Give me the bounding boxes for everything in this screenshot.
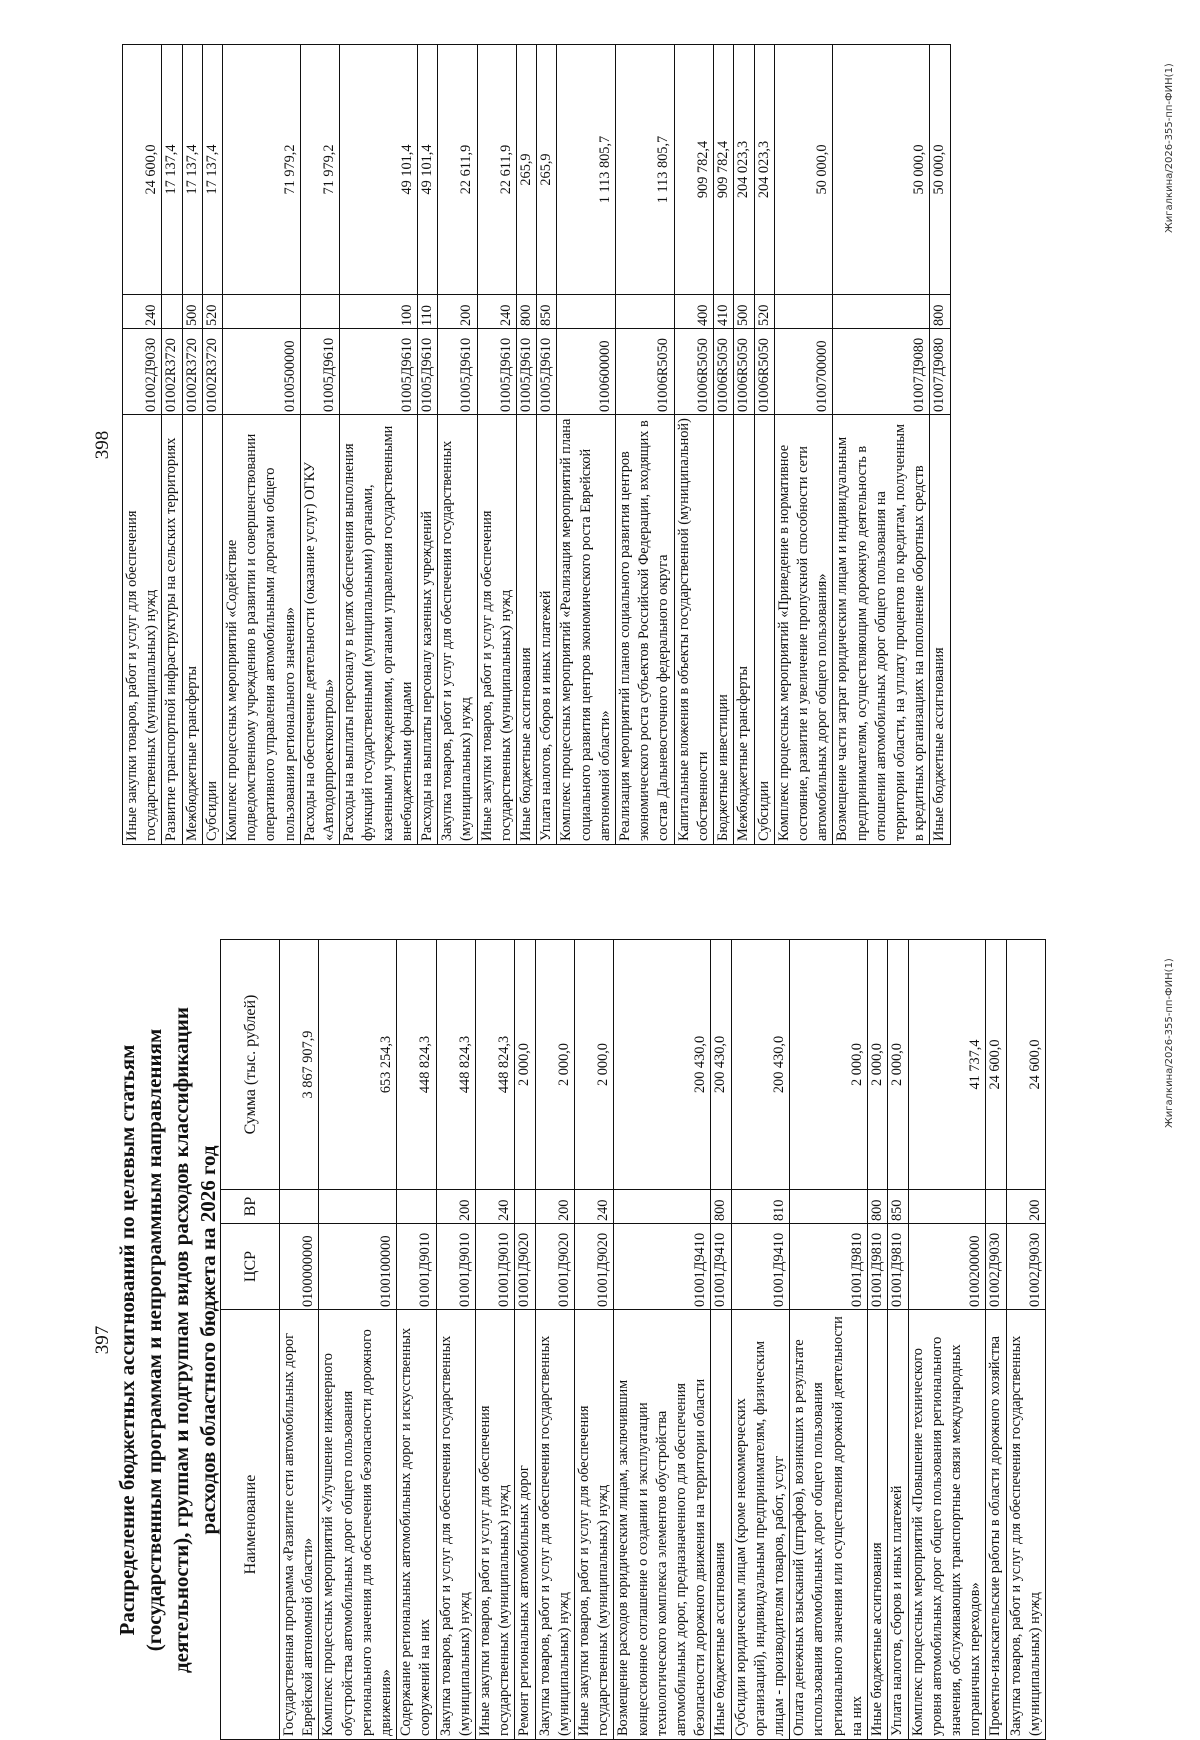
row-name-cell: Проектно-изыскательские работы в области дорожного хозяйства (986, 1310, 1006, 1740)
row-vr-cell (319, 1190, 397, 1224)
row-name-cell: Расходы на обеспечение деятельности (оказание услуг) ОГКУ «Автодорпроектконтроль» (300, 415, 339, 845)
row-csr-cell: 0100700000 (774, 329, 833, 415)
row-name-cell: Иные закупки товаров, работ и услуг для обеспечения государственных (муниципальных) нужд (575, 1310, 614, 1740)
row-csr-cell: 0100200000 (908, 1224, 986, 1310)
row-amount-cell: 2 000,0 (868, 940, 888, 1190)
row-csr-cell: 0100100000 (319, 1224, 397, 1310)
row-vr-cell (397, 1190, 436, 1224)
row-csr-cell: 01006R5050 (674, 329, 713, 415)
header-name: Наименование (221, 1310, 280, 1740)
row-csr-cell: 0100000000 (280, 1224, 319, 1310)
row-amount-cell: 17 137,4 (162, 45, 182, 295)
row-vr-cell: 800 (868, 1190, 888, 1224)
title-line: деятельности), группам и подгруппам видов расходов классификации (169, 1007, 193, 1673)
row-amount-cell: 909 782,4 (714, 45, 734, 295)
row-vr-cell (223, 295, 301, 329)
row-amount-cell: 2 000,0 (790, 940, 868, 1190)
row-amount-cell: 448 824,3 (476, 940, 515, 1190)
row-vr-cell: 100 (340, 295, 418, 329)
page-397 (92, 940, 1192, 1740)
row-amount-cell: 22 611,9 (438, 45, 477, 295)
row-vr-cell (614, 1190, 711, 1224)
row-csr-cell: 01002R3720 (182, 329, 202, 415)
header-vr: ВР (221, 1190, 280, 1224)
table-row (614, 940, 711, 1740)
row-vr-cell: 850 (537, 295, 557, 329)
row-vr-cell (908, 1190, 986, 1224)
row-csr-cell: 01006R5050 (616, 329, 675, 415)
table-row (774, 45, 833, 845)
row-name-cell: Закупка товаров, работ и услуг для обеспечения государственных (муниципальных) нужд (436, 1310, 475, 1740)
row-amount-cell: 1 113 805,7 (616, 45, 675, 295)
row-csr-cell: 01001Д9410 (731, 1224, 790, 1310)
row-name-cell: Ремонт региональных автомобильных дорог (515, 1310, 535, 1740)
row-amount-cell: 24 600,0 (123, 45, 162, 295)
table-row (616, 45, 675, 845)
table-row (202, 45, 222, 845)
row-csr-cell: 01006R5050 (734, 329, 754, 415)
table-row (908, 940, 986, 1740)
title-line: Распределение бюджетных ассигнований по целевым статьям (115, 1044, 139, 1636)
row-csr-cell: 01005Д9610 (477, 329, 516, 415)
page-398 (92, 45, 1192, 845)
row-name-cell: Капитальные вложения в объекты государственной (муниципальной) собственности (674, 415, 713, 845)
row-amount-cell: 2 000,0 (575, 940, 614, 1190)
row-csr-cell: 01005Д9610 (537, 329, 557, 415)
row-csr-cell: 01002Д9030 (986, 1224, 1006, 1310)
table-row (575, 940, 614, 1740)
table-row (754, 45, 774, 845)
header-amount: Сумма (тыс. рублей) (221, 940, 280, 1190)
row-name-cell: Иные закупки товаров, работ и услуг для обеспечения государственных (муниципальных) нужд (476, 1310, 515, 1740)
row-csr-cell: 01005Д9610 (340, 329, 418, 415)
table-row (300, 45, 339, 845)
row-name-cell: Иные бюджетные ассигнования (517, 415, 537, 845)
row-amount-cell: 265,9 (517, 45, 537, 295)
row-amount-cell: 50 000,0 (774, 45, 833, 295)
row-csr-cell: 01005Д9610 (418, 329, 438, 415)
row-amount-cell: 17 137,4 (182, 45, 202, 295)
row-vr-cell: 500 (734, 295, 754, 329)
row-vr-cell (300, 295, 339, 329)
row-csr-cell: 01005Д9610 (517, 329, 537, 415)
row-vr-cell (833, 295, 930, 329)
row-amount-cell: 200 430,0 (614, 940, 711, 1190)
row-amount-cell: 200 430,0 (711, 940, 731, 1190)
row-amount-cell: 204 023,3 (754, 45, 774, 295)
row-vr-cell: 200 (438, 295, 477, 329)
document-title (114, 940, 222, 1740)
row-csr-cell: 01006R5050 (754, 329, 774, 415)
row-csr-cell: 01001Д9010 (436, 1224, 475, 1310)
row-csr-cell: 01002Д9030 (123, 329, 162, 415)
row-vr-cell: 500 (182, 295, 202, 329)
row-name-cell: Комплекс процессных мероприятий «Улучшение инженерного обустройства автомобильных дорог общего пользования регионального значения для обеспечения безопасности дорожного движения» (319, 1310, 397, 1740)
row-amount-cell: 24 600,0 (986, 940, 1006, 1190)
row-name-cell: Расходы на выплаты персоналу казенных учреждений (418, 415, 438, 845)
table-body (123, 45, 951, 845)
budget-table (122, 44, 951, 845)
row-csr-cell: 01001Д9410 (614, 1224, 711, 1310)
row-csr-cell: 01006R5050 (714, 329, 734, 415)
table-row (557, 45, 616, 845)
row-vr-cell (515, 1190, 535, 1224)
row-csr-cell: 01001Д9410 (711, 1224, 731, 1310)
row-csr-cell: 01001Д9810 (790, 1224, 868, 1310)
row-name-cell: Содержание региональных автомобильных дорог и искусственных сооружений на них (397, 1310, 436, 1740)
row-csr-cell: 01001Д9020 (515, 1224, 535, 1310)
row-vr-cell: 410 (714, 295, 734, 329)
row-vr-cell: 200 (436, 1190, 475, 1224)
table-row (790, 940, 868, 1740)
row-name-cell: Закупка товаров, работ и услуг для обеспечения государственных (муниципальных) нужд (1006, 1310, 1045, 1740)
row-vr-cell: 400 (674, 295, 713, 329)
row-amount-cell: 49 101,4 (340, 45, 418, 295)
row-amount-cell: 71 979,2 (223, 45, 301, 295)
row-vr-cell (986, 1190, 1006, 1224)
row-name-cell: Иные бюджетные ассигнования (930, 415, 950, 845)
table-row (162, 45, 182, 845)
document-footer: Жигалкина/2026-355-пп-ФИН(1) (1164, 958, 1175, 1128)
row-csr-cell: 01005Д9610 (438, 329, 477, 415)
row-amount-cell: 22 611,9 (477, 45, 516, 295)
row-csr-cell: 01001Д9810 (868, 1224, 888, 1310)
row-name-cell: Возмещение расходов юридическим лицам, заключившим концессионное соглашение о создании и эксплуатации технологического комплекса элементов обустройства автомобильных дорог, предназначенного для обеспечения безопасности дорожного движения на территории области (614, 1310, 711, 1740)
row-amount-cell: 448 824,3 (436, 940, 475, 1190)
row-name-cell: Комплекс процессных мероприятий «Приведение в нормативное состояние, развитие и увеличение пропускной способности сети автомобильных дорог общего пользования» (774, 415, 833, 845)
row-csr-cell: 01007Д9080 (930, 329, 950, 415)
row-name-cell: Межбюджетные трансферты (734, 415, 754, 845)
row-amount-cell: 3 867 907,9 (280, 940, 319, 1190)
row-amount-cell: 50 000,0 (833, 45, 930, 295)
table-row (986, 940, 1006, 1740)
row-vr-cell: 800 (930, 295, 950, 329)
row-csr-cell: 01001Д9810 (888, 1224, 908, 1310)
table-row (711, 940, 731, 1740)
row-name-cell: Оплата денежных взысканий (штрафов), возникших в результате использования автомобильных дорог общего пользования регионального значения или осуществления дорожной деятельности на них (790, 1310, 868, 1740)
table-row (1006, 940, 1045, 1740)
row-vr-cell: 240 (477, 295, 516, 329)
row-vr-cell: 200 (535, 1190, 574, 1224)
row-amount-cell: 71 979,2 (300, 45, 339, 295)
row-amount-cell: 448 824,3 (397, 940, 436, 1190)
row-name-cell: Комплекс процессных мероприятий «Реализация мероприятий плана социального развития центров экономического роста Еврейской автономной области» (557, 415, 616, 845)
row-vr-cell: 800 (517, 295, 537, 329)
table-row (517, 45, 537, 845)
table-header-row (221, 940, 280, 1740)
row-csr-cell: 01007Д9080 (833, 329, 930, 415)
document-footer: Жигалкина/2026-355-пп-ФИН(1) (1164, 63, 1175, 233)
row-name-cell: Уплата налогов, сборов и иных платежей (888, 1310, 908, 1740)
row-amount-cell: 2 000,0 (535, 940, 574, 1190)
row-name-cell: Субсидии юридическим лицам (кроме некоммерческих организаций), индивидуальным предпринимателям, физическим лицам - производителям товаров, работ, услуг (731, 1310, 790, 1740)
row-vr-cell (280, 1190, 319, 1224)
row-csr-cell: 01001Д9010 (476, 1224, 515, 1310)
row-name-cell: Уплата налогов, сборов и иных платежей (537, 415, 557, 845)
table-row (476, 940, 515, 1740)
row-vr-cell: 850 (888, 1190, 908, 1224)
row-amount-cell: 909 782,4 (674, 45, 713, 295)
table-row (888, 940, 908, 1740)
table-row (223, 45, 301, 845)
row-csr-cell: 0100500000 (223, 329, 301, 415)
budget-table (220, 939, 1046, 1740)
row-amount-cell: 1 113 805,7 (557, 45, 616, 295)
table-row (868, 940, 888, 1740)
row-amount-cell: 50 000,0 (930, 45, 950, 295)
title-line: (государственным программам и непрограммным направлениям (142, 1028, 166, 1652)
row-csr-cell: 01002Д9030 (1006, 1224, 1045, 1310)
title-line: расходов областного бюджета на 2026 год (196, 1145, 220, 1535)
page-number: 397 (92, 1325, 113, 1355)
row-name-cell: Иные бюджетные ассигнования (868, 1310, 888, 1740)
row-vr-cell: 110 (418, 295, 438, 329)
table-row (714, 45, 734, 845)
row-csr-cell: 01001Д9020 (575, 1224, 614, 1310)
row-amount-cell: 653 254,3 (319, 940, 397, 1190)
row-amount-cell: 24 600,0 (1006, 940, 1045, 1190)
row-name-cell: Иные закупки товаров, работ и услуг для обеспечения государственных (муниципальных) нужд (477, 415, 516, 845)
row-name-cell: Расходы на выплаты персоналу в целях обеспечения выполнения функций государственными (муниципальными) органами, казенными учреждениями, органами управления государственными внебюджетными фондами (340, 415, 418, 845)
row-name-cell: Возмещение части затрат юридическим лицам и индивидуальным предпринимателям, осуществляющим дорожную деятельность в отношении автомобильных дорог общего пользования на территории области, на уплату процентов по кредитам, полученным в кредитных организациях на пополнение оборотных средств (833, 415, 930, 845)
row-csr-cell: 01002R3720 (162, 329, 182, 415)
row-vr-cell: 520 (202, 295, 222, 329)
table-row (340, 45, 418, 845)
table-body (280, 940, 1046, 1740)
row-amount-cell: 265,9 (537, 45, 557, 295)
row-name-cell: Комплекс процессных мероприятий «Повышение технического уровня автомобильных дорог общего пользования регионального значения, обслуживающих транспортные связи международных пограничных переходов» (908, 1310, 986, 1740)
row-name-cell: Комплекс процессных мероприятий «Содействие подведомственному учреждению в развитии и совершенствовании оперативного управления автомобильными дорогами общего пользования регионального значения» (223, 415, 301, 845)
row-name-cell: Субсидии (202, 415, 222, 845)
row-name-cell: Реализация мероприятий планов социального развития центров экономического роста субъектов Российской Федерации, входящих в состав Дальневосточного федерального округа (616, 415, 675, 845)
row-vr-cell (162, 295, 182, 329)
row-amount-cell: 2 000,0 (515, 940, 535, 1190)
table-row (477, 45, 516, 845)
row-vr-cell (790, 1190, 868, 1224)
table-row (319, 940, 397, 1740)
row-amount-cell: 49 101,4 (418, 45, 438, 295)
row-csr-cell: 0100600000 (557, 329, 616, 415)
row-vr-cell: 240 (476, 1190, 515, 1224)
row-csr-cell: 01005Д9610 (300, 329, 339, 415)
row-name-cell: Закупка товаров, работ и услуг для обеспечения государственных (муниципальных) нужд (535, 1310, 574, 1740)
table-row (731, 940, 790, 1740)
table-row (418, 45, 438, 845)
row-name-cell: Развитие транспортной инфраструктуры на сельских территориях (162, 415, 182, 845)
table-row (674, 45, 713, 845)
row-csr-cell: 01002R3720 (202, 329, 222, 415)
row-amount-cell: 200 430,0 (731, 940, 790, 1190)
row-vr-cell: 520 (754, 295, 774, 329)
row-csr-cell: 01001Д9020 (535, 1224, 574, 1310)
row-vr-cell (774, 295, 833, 329)
row-name-cell: Закупка товаров, работ и услуг для обеспечения государственных (муниципальных) нужд (438, 415, 477, 845)
table-row (833, 45, 930, 845)
row-vr-cell: 240 (575, 1190, 614, 1224)
row-name-cell: Государственная программа «Развитие сети автомобильных дорог Еврейской автономной области» (280, 1310, 319, 1740)
row-vr-cell: 240 (123, 295, 162, 329)
row-vr-cell: 800 (711, 1190, 731, 1224)
row-amount-cell: 17 137,4 (202, 45, 222, 295)
table-row (280, 940, 319, 1740)
row-amount-cell: 41 737,4 (908, 940, 986, 1190)
table-row (930, 45, 950, 845)
row-name-cell: Иные бюджетные ассигнования (711, 1310, 731, 1740)
header-csr: ЦСР (221, 1224, 280, 1310)
table-row (438, 45, 477, 845)
table-row (397, 940, 436, 1740)
row-vr-cell (616, 295, 675, 329)
row-name-cell: Межбюджетные трансферты (182, 415, 202, 845)
table-row (515, 940, 535, 1740)
row-csr-cell: 01001Д9010 (397, 1224, 436, 1310)
row-name-cell: Бюджетные инвестиции (714, 415, 734, 845)
table-row (537, 45, 557, 845)
row-name-cell: Субсидии (754, 415, 774, 845)
row-vr-cell: 200 (1006, 1190, 1045, 1224)
table-row (734, 45, 754, 845)
row-amount-cell: 2 000,0 (888, 940, 908, 1190)
page-number: 398 (92, 430, 113, 460)
table-row (182, 45, 202, 845)
table-row (535, 940, 574, 1740)
row-vr-cell: 810 (731, 1190, 790, 1224)
row-vr-cell (557, 295, 616, 329)
row-name-cell: Иные закупки товаров, работ и услуг для обеспечения государственных (муниципальных) нужд (123, 415, 162, 845)
table-row (123, 45, 162, 845)
row-amount-cell: 204 023,3 (734, 45, 754, 295)
table-row (436, 940, 475, 1740)
